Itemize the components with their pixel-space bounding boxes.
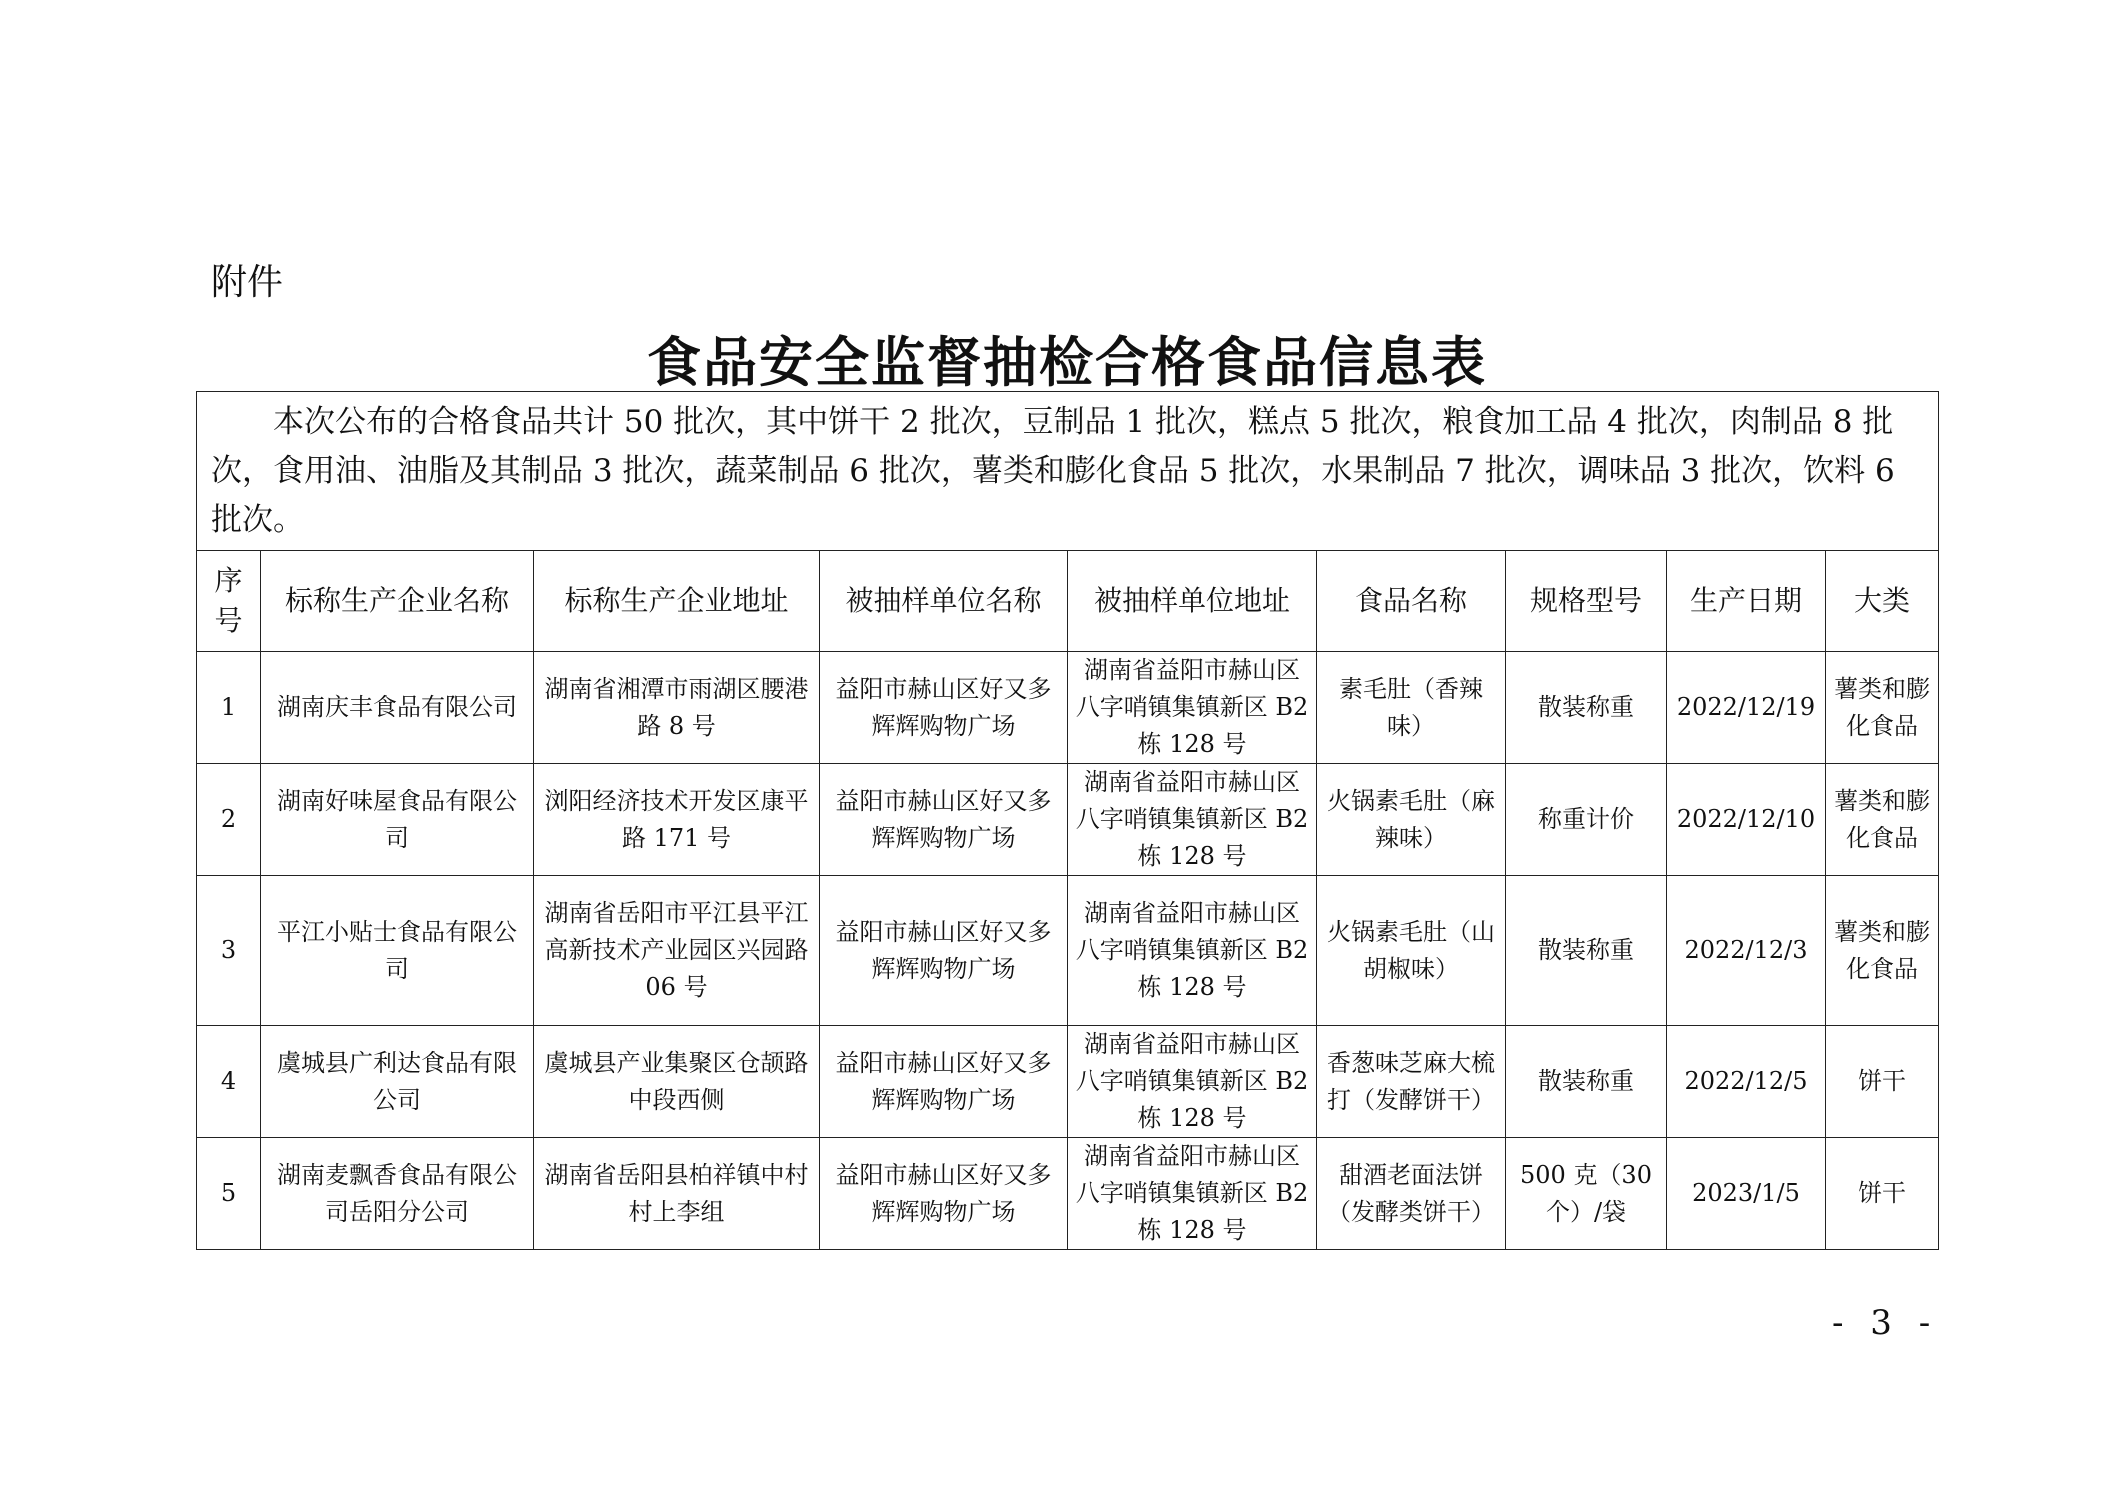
cell-spec: 散装称重 xyxy=(1506,1026,1667,1138)
header-spec: 规格型号 xyxy=(1506,551,1667,652)
cell-date: 2023/1/5 xyxy=(1667,1138,1826,1250)
cell-producer: 湖南庆丰食品有限公司 xyxy=(261,652,534,764)
cell-food-name: 素毛肚（香辣味） xyxy=(1317,652,1506,764)
cell-producer: 虞城县广利达食品有限公司 xyxy=(261,1026,534,1138)
cell-sampled-address: 湖南省益阳市赫山区八字哨镇集镇新区 B2 栋 128 号 xyxy=(1068,876,1317,1026)
cell-food-name: 香葱味芝麻大梳打（发酵饼干） xyxy=(1317,1026,1506,1138)
cell-producer-address: 湖南省岳阳县柏祥镇中村村上李组 xyxy=(534,1138,820,1250)
summary-cell xyxy=(197,392,1939,551)
cell-no: 5 xyxy=(197,1138,261,1250)
table-row xyxy=(197,876,1939,1026)
cell-spec: 散装称重 xyxy=(1506,652,1667,764)
cell-date: 2022/12/19 xyxy=(1667,652,1826,764)
cell-no: 3 xyxy=(197,876,261,1026)
header-producer: 标称生产企业名称 xyxy=(261,551,534,652)
cell-sampled-unit: 益阳市赫山区好又多辉辉购物广场 xyxy=(820,1138,1068,1250)
cell-sampled-address: 湖南省益阳市赫山区八字哨镇集镇新区 B2 栋 128 号 xyxy=(1068,1138,1317,1250)
cell-producer: 平江小贴士食品有限公司 xyxy=(261,876,534,1026)
header-no: 序号 xyxy=(197,551,261,652)
summary-text: 本次公布的合格食品共计 50 批次，其中饼干 2 批次，豆制品 1 批次，糕点 5 批次，粮食加工品 4 批次，肉制品 8 批次，食用油、油脂及其制品 3 批次，蔬菜制品 6 批次，薯类和膨化食品 5 批次，水果制品 7 批次，调味品 3 批次，饮料 6 批次。 xyxy=(211,403,1895,538)
table-row xyxy=(197,1138,1939,1250)
attachment-label: 附件 xyxy=(211,262,284,303)
table-row xyxy=(197,652,1939,764)
cell-sampled-address: 湖南省益阳市赫山区八字哨镇集镇新区 B2 栋 128 号 xyxy=(1068,652,1317,764)
cell-category: 薯类和膨化食品 xyxy=(1826,764,1939,876)
qualified-food-table xyxy=(196,391,1939,1250)
cell-sampled-address: 湖南省益阳市赫山区八字哨镇集镇新区 B2 栋 128 号 xyxy=(1068,764,1317,876)
cell-producer-address: 湖南省湘潭市雨湖区腰港路 8 号 xyxy=(534,652,820,764)
cell-sampled-unit: 益阳市赫山区好又多辉辉购物广场 xyxy=(820,764,1068,876)
cell-sampled-unit: 益阳市赫山区好又多辉辉购物广场 xyxy=(820,876,1068,1026)
header-row xyxy=(197,551,1939,652)
cell-sampled-unit: 益阳市赫山区好又多辉辉购物广场 xyxy=(820,652,1068,764)
cell-category: 薯类和膨化食品 xyxy=(1826,876,1939,1026)
cell-producer-address: 湖南省岳阳市平江县平江高新技术产业园区兴园路 06 号 xyxy=(534,876,820,1026)
cell-sampled-address: 湖南省益阳市赫山区八字哨镇集镇新区 B2 栋 128 号 xyxy=(1068,1026,1317,1138)
cell-category: 薯类和膨化食品 xyxy=(1826,652,1939,764)
header-sampled-address: 被抽样单位地址 xyxy=(1068,551,1317,652)
cell-date: 2022/12/3 xyxy=(1667,876,1826,1026)
cell-no: 2 xyxy=(197,764,261,876)
cell-producer-address: 虞城县产业集聚区仓颉路中段西侧 xyxy=(534,1026,820,1138)
header-food-name: 食品名称 xyxy=(1317,551,1506,652)
cell-spec: 散装称重 xyxy=(1506,876,1667,1026)
cell-food-name: 火锅素毛肚（山胡椒味） xyxy=(1317,876,1506,1026)
cell-food-name: 火锅素毛肚（麻辣味） xyxy=(1317,764,1506,876)
table-row xyxy=(197,1026,1939,1138)
cell-spec: 称重计价 xyxy=(1506,764,1667,876)
cell-spec: 500 克（30 个）/袋 xyxy=(1506,1138,1667,1250)
cell-producer-address: 浏阳经济技术开发区康平路 171 号 xyxy=(534,764,820,876)
cell-food-name: 甜酒老面法饼（发酵类饼干） xyxy=(1317,1138,1506,1250)
cell-category: 饼干 xyxy=(1826,1026,1939,1138)
page-title: 食品安全监督抽检合格食品信息表 xyxy=(647,331,1487,394)
header-category: 大类 xyxy=(1826,551,1939,652)
page-number: - 3 - xyxy=(1832,1303,1939,1343)
cell-no: 1 xyxy=(197,652,261,764)
header-date: 生产日期 xyxy=(1667,551,1826,652)
cell-sampled-unit: 益阳市赫山区好又多辉辉购物广场 xyxy=(820,1026,1068,1138)
cell-producer: 湖南好味屋食品有限公司 xyxy=(261,764,534,876)
cell-date: 2022/12/5 xyxy=(1667,1026,1826,1138)
cell-category: 饼干 xyxy=(1826,1138,1939,1250)
cell-producer: 湖南麦飘香食品有限公司岳阳分公司 xyxy=(261,1138,534,1250)
header-producer-address: 标称生产企业地址 xyxy=(534,551,820,652)
cell-no: 4 xyxy=(197,1026,261,1138)
header-sampled-unit: 被抽样单位名称 xyxy=(820,551,1068,652)
table-row xyxy=(197,764,1939,876)
cell-date: 2022/12/10 xyxy=(1667,764,1826,876)
